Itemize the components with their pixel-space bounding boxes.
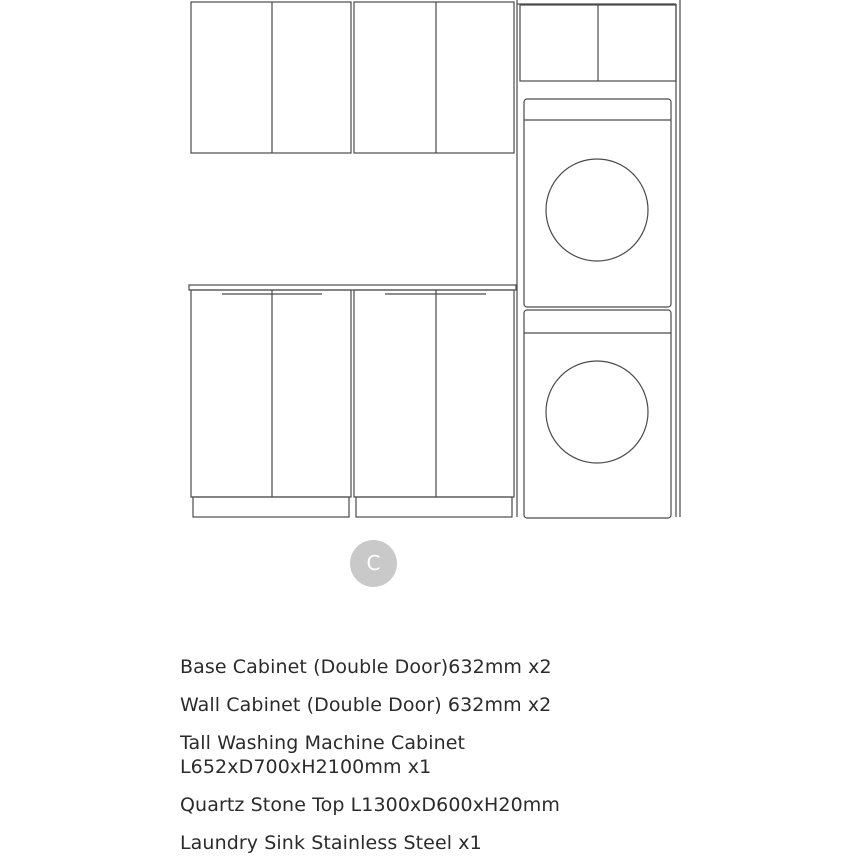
spec-line: Base Cabinet (Double Door)632mm x2 bbox=[180, 656, 552, 678]
spec-item-wall-cabinet bbox=[180, 693, 840, 717]
spec-line: Tall Washing Machine Cabinet bbox=[180, 732, 466, 754]
wall-cabinet-right bbox=[354, 2, 514, 153]
spec-line: L652xD700xH2100mm x1 bbox=[180, 756, 432, 778]
spec-line: Wall Cabinet (Double Door) 632mm x2 bbox=[180, 694, 552, 716]
dryer-appliance bbox=[524, 99, 671, 307]
spec-line: Quartz Stone Top L1300xD600xH20mm bbox=[180, 794, 561, 816]
specification-list bbox=[180, 655, 840, 855]
spec-item-base-cabinet bbox=[180, 655, 840, 679]
spec-item-tall-cabinet bbox=[180, 731, 840, 779]
spec-item-laundry-sink bbox=[180, 831, 840, 855]
section-label-text: C bbox=[366, 551, 381, 575]
section-label-badge bbox=[350, 540, 397, 587]
spec-item-quartz-top bbox=[180, 793, 840, 817]
base-cabinet-left bbox=[191, 290, 351, 517]
washing-machine-appliance bbox=[524, 310, 671, 518]
tall-washing-machine-cabinet bbox=[517, 0, 680, 517]
base-cabinet-right bbox=[354, 290, 514, 517]
wall-cabinet-left bbox=[191, 2, 351, 153]
spec-line: Laundry Sink Stainless Steel x1 bbox=[180, 832, 482, 854]
quartz-stone-top bbox=[189, 285, 516, 290]
